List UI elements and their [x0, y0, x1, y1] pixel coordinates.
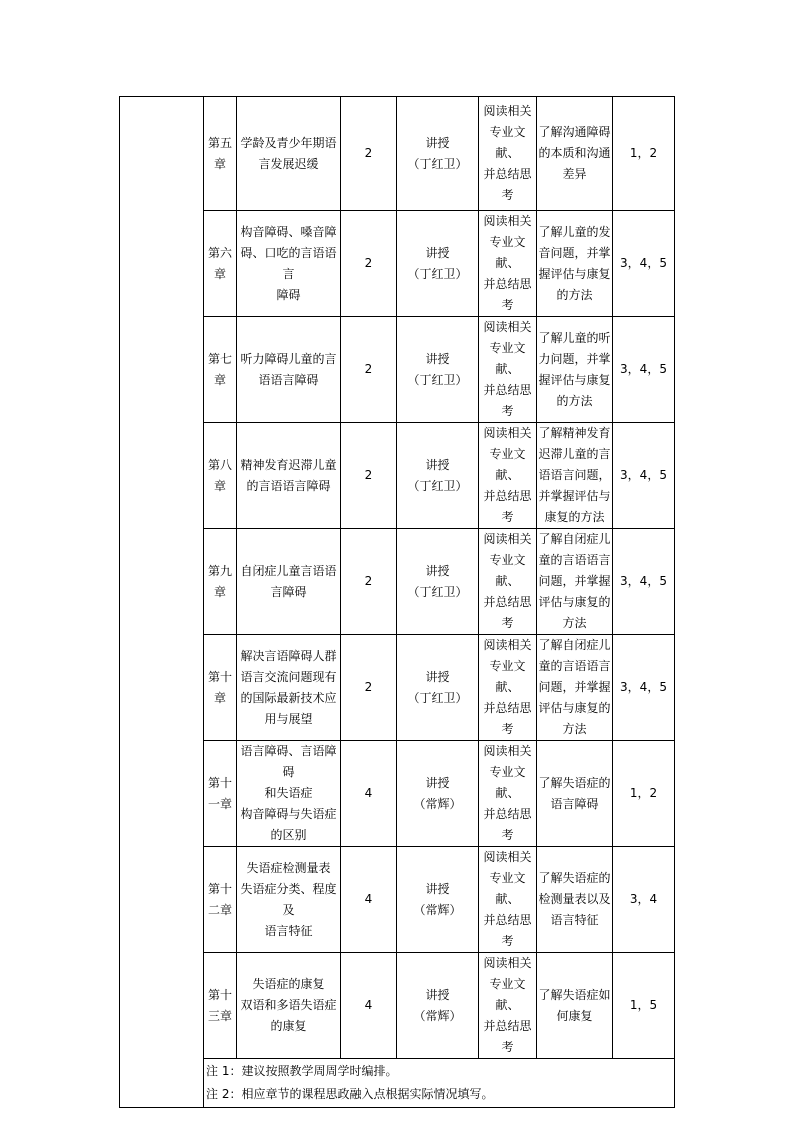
course-objectives-cell [613, 317, 675, 423]
cell-line: 考 [501, 510, 514, 524]
hours-cell [341, 211, 397, 317]
teaching-method-cell [397, 953, 479, 1059]
chapter-cell [204, 211, 237, 317]
cell-line: 握评估与康复 [538, 372, 611, 387]
cell-line: 障碍 [276, 287, 301, 302]
cell-line: 并总结思 [483, 701, 532, 715]
course-objectives-cell [613, 423, 675, 529]
cell-line: （丁红卫） [407, 478, 468, 493]
cell-line: 考 [501, 934, 514, 948]
cell-line: 语言特征 [264, 923, 313, 938]
cell-line: 语言特征 [550, 913, 599, 927]
note-row [120, 1084, 675, 1108]
cell-line: 3，4，5 [620, 256, 667, 270]
cell-line: 自闭症儿童言语语 [240, 563, 337, 578]
cell-line: 语言障碍 [550, 796, 599, 811]
course-objectives-cell [613, 529, 675, 635]
teaching-method-cell [397, 423, 479, 529]
chapter-cell [204, 847, 237, 953]
cell-line: 专业文献、 [489, 447, 526, 482]
chapter-title-cell [237, 741, 341, 847]
cell-line: 言障碍 [270, 584, 307, 599]
cell-line: 第十 [207, 881, 232, 896]
cell-line: 讲授 [425, 245, 450, 260]
chapter-cell [204, 317, 237, 423]
cell-line: 的区别 [270, 828, 307, 842]
cell-line: 的言语语言障碍 [246, 478, 331, 493]
hours-cell [341, 847, 397, 953]
cell-line: 第七 [207, 351, 232, 366]
cell-line: 1，2 [629, 146, 658, 160]
cell-line: 讲授 [425, 457, 450, 472]
cell-line: 章 [213, 584, 226, 599]
cell-line: 并总结思 [483, 383, 532, 397]
cell-line: 考 [501, 828, 514, 842]
cell-line: 三章 [207, 1008, 232, 1023]
hours-cell [341, 741, 397, 847]
cell-line: 章 [213, 478, 226, 493]
left-merged-cell [120, 97, 204, 1108]
cell-line: （丁红卫） [407, 690, 468, 705]
learning-goal-cell [537, 317, 613, 423]
cell-line: 的本质和沟通 [538, 146, 611, 160]
cell-line: 力问题，并掌 [538, 351, 611, 366]
course-objectives-cell [613, 847, 675, 953]
cell-line: 失语症检测量表 [246, 860, 331, 875]
table-row [120, 97, 675, 211]
cell-line: 阅读相关 [483, 320, 532, 334]
chapter-cell [204, 423, 237, 529]
cell-line: 的方法 [556, 393, 593, 408]
cell-line: 音问题，并掌 [538, 245, 611, 260]
cell-line: 检测量表以及 [538, 892, 611, 906]
cell-line: 了解自闭症儿 [538, 532, 611, 546]
cell-line: 阅读相关 [483, 744, 532, 758]
cell-line: （丁红卫） [407, 372, 468, 387]
cell-line: 1，2 [629, 786, 658, 800]
course-schedule-table [119, 96, 675, 1108]
cell-line: 3，4，5 [620, 680, 667, 694]
teaching-method-cell [397, 847, 479, 953]
chapter-title-cell [237, 953, 341, 1059]
cell-line: 差异 [562, 167, 587, 181]
cell-line: 碍、口吃的言语语言 [240, 245, 337, 281]
cell-line: 专业文献、 [489, 765, 526, 800]
cell-line: 第九 [207, 563, 232, 578]
assignment-cell [479, 847, 537, 953]
cell-line: 第五 [207, 135, 232, 150]
cell-line: 考 [501, 722, 514, 736]
cell-line: 4 [364, 892, 373, 906]
cell-line: 阅读相关 [483, 532, 532, 546]
chapter-title-cell [237, 317, 341, 423]
cell-line: 阅读相关 [483, 638, 532, 652]
cell-line: 2 [364, 146, 373, 160]
cell-line: 讲授 [425, 881, 450, 896]
chapter-cell [204, 97, 237, 211]
cell-line: 构音障碍、嗓音障 [240, 224, 337, 239]
cell-line: 3，4 [629, 892, 658, 906]
cell-line: （常辉） [413, 796, 462, 811]
cell-line: 考 [501, 298, 514, 312]
chapter-cell [204, 953, 237, 1059]
cell-line: 并掌握评估与 [538, 489, 611, 503]
cell-line: 专业文献、 [489, 977, 526, 1012]
table-row [120, 741, 675, 847]
cell-line: 评估与康复的 [538, 701, 611, 715]
cell-line: 失语症分类、程度及 [240, 881, 337, 917]
cell-line: 康复的方法 [544, 510, 605, 524]
table-row [120, 847, 675, 953]
cell-line: 童的言语语言 [538, 553, 611, 567]
cell-line: 精神发育迟滞儿童 [240, 457, 337, 472]
cell-line: 专业文献、 [489, 235, 526, 270]
cell-line: 4 [364, 998, 373, 1012]
cell-line: 2 [364, 680, 373, 694]
cell-line: 了解沟通障碍 [538, 125, 611, 139]
learning-goal-cell [537, 635, 613, 741]
cell-line: （常辉） [413, 902, 462, 917]
chapter-title-cell [237, 423, 341, 529]
teaching-method-cell [397, 635, 479, 741]
assignment-cell [479, 423, 537, 529]
cell-line: 了解失语症的 [538, 775, 611, 790]
cell-line: 语言障碍、言语障碍 [240, 744, 337, 779]
cell-line: 和失语症 [264, 786, 313, 800]
cell-line: 3，4，5 [620, 468, 667, 482]
cell-line: 考 [501, 188, 514, 202]
table-row [120, 635, 675, 741]
cell-line: （丁红卫） [407, 584, 468, 599]
assignment-cell [479, 317, 537, 423]
cell-line: 考 [501, 616, 514, 630]
cell-line: 二章 [207, 902, 232, 917]
teaching-method-cell [397, 529, 479, 635]
cell-line: 讲授 [425, 775, 450, 790]
hours-cell [341, 97, 397, 211]
cell-line: 阅读相关 [483, 104, 532, 118]
chapter-title-cell [237, 97, 341, 211]
assignment-cell [479, 529, 537, 635]
cell-line: 听力障碍儿童的言 [240, 351, 337, 366]
table-row [120, 953, 675, 1059]
cell-line: 语语言问题， [538, 468, 611, 482]
chapter-title-cell [237, 211, 341, 317]
assignment-cell [479, 635, 537, 741]
course-objectives-cell [613, 211, 675, 317]
note-1: 注 1：建议按照教学周周学时编排。 [204, 1059, 675, 1085]
table-row [120, 423, 675, 529]
cell-line: 并总结思 [483, 595, 532, 609]
cell-line: 章 [213, 266, 226, 281]
cell-line: 考 [501, 1040, 514, 1054]
cell-line: 2 [364, 362, 373, 376]
cell-line: 2 [364, 256, 373, 270]
learning-goal-cell [537, 529, 613, 635]
cell-line: 第六 [207, 245, 232, 260]
cell-line: 何康复 [556, 1008, 593, 1023]
cell-line: （丁红卫） [407, 156, 468, 171]
learning-goal-cell [537, 741, 613, 847]
learning-goal-cell [537, 953, 613, 1059]
cell-line: 专业文献、 [489, 125, 526, 160]
assignment-cell [479, 741, 537, 847]
cell-line: 讲授 [425, 987, 450, 1002]
cell-line: 并总结思 [483, 489, 532, 503]
assignment-cell [479, 97, 537, 211]
cell-line: 并总结思 [483, 167, 532, 181]
cell-line: 章 [213, 156, 226, 171]
cell-line: 并总结思 [483, 913, 532, 927]
chapter-cell [204, 635, 237, 741]
cell-line: 章 [213, 690, 226, 705]
chapter-title-cell [237, 847, 341, 953]
cell-line: 迟滞儿童的言 [538, 447, 611, 461]
assignment-cell [479, 211, 537, 317]
hours-cell [341, 953, 397, 1059]
cell-line: 并总结思 [483, 1019, 532, 1033]
cell-line: 阅读相关 [483, 956, 532, 970]
cell-line: 双语和多语失语症 [240, 998, 337, 1012]
cell-line: 并总结思 [483, 807, 532, 821]
cell-line: 评估与康复的 [538, 595, 611, 609]
note-2: 注 2：相应章节的课程思政融入点根据实际情况填写。 [204, 1084, 675, 1108]
hours-cell [341, 529, 397, 635]
chapter-cell [204, 529, 237, 635]
cell-line: 了解失语症如 [538, 987, 611, 1002]
cell-line: 阅读相关 [483, 850, 532, 864]
cell-line: 专业文献、 [489, 659, 526, 694]
cell-line: 专业文献、 [489, 553, 526, 588]
course-objectives-cell [613, 953, 675, 1059]
cell-line: 2 [364, 574, 373, 588]
cell-line: 2 [364, 468, 373, 482]
table-row [120, 317, 675, 423]
cell-line: 阅读相关 [483, 426, 532, 440]
cell-line: 的康复 [270, 1019, 307, 1033]
table-row [120, 211, 675, 317]
table-row [120, 529, 675, 635]
cell-line: 的国际最新技术应 [240, 690, 337, 705]
cell-line: 了解儿童的听 [538, 330, 611, 345]
learning-goal-cell [537, 97, 613, 211]
cell-line: 并总结思 [483, 277, 532, 291]
cell-line: 第十 [207, 987, 232, 1002]
cell-line: 语言交流问题现有 [240, 669, 337, 684]
cell-line: （常辉） [413, 1008, 462, 1023]
learning-goal-cell [537, 847, 613, 953]
course-objectives-cell [613, 97, 675, 211]
learning-goal-cell [537, 211, 613, 317]
cell-line: 讲授 [425, 563, 450, 578]
cell-line: 第八 [207, 457, 232, 472]
cell-line: 讲授 [425, 669, 450, 684]
cell-line: 考 [501, 404, 514, 418]
cell-line: 问题，并掌握 [538, 680, 611, 694]
cell-line: 了解自闭症儿 [538, 638, 611, 652]
cell-line: 握评估与康复 [538, 266, 611, 281]
assignment-cell [479, 953, 537, 1059]
cell-line: 了解精神发育 [538, 426, 611, 440]
cell-line: 阅读相关 [483, 214, 532, 228]
chapter-cell [204, 741, 237, 847]
cell-line: 问题，并掌握 [538, 574, 611, 588]
cell-line: 4 [364, 786, 373, 800]
teaching-method-cell [397, 97, 479, 211]
cell-line: 第十 [207, 669, 232, 684]
cell-line: 构音障碍与失语症 [240, 807, 337, 821]
cell-line: 3，4，5 [620, 574, 667, 588]
hours-cell [341, 635, 397, 741]
cell-line: 讲授 [425, 351, 450, 366]
chapter-title-cell [237, 529, 341, 635]
cell-line: （丁红卫） [407, 266, 468, 281]
cell-line: 专业文献、 [489, 871, 526, 906]
cell-line: 方法 [562, 616, 587, 630]
cell-line: 了解儿童的发 [538, 224, 611, 239]
course-objectives-cell [613, 741, 675, 847]
hours-cell [341, 317, 397, 423]
cell-line: 方法 [562, 722, 587, 736]
teaching-method-cell [397, 317, 479, 423]
cell-line: 言发展迟缓 [258, 156, 319, 171]
note-row [120, 1059, 675, 1085]
teaching-method-cell [397, 211, 479, 317]
chapter-title-cell [237, 635, 341, 741]
cell-line: 讲授 [425, 135, 450, 150]
cell-line: 了解失语症的 [538, 871, 611, 885]
cell-line: 童的言语语言 [538, 659, 611, 673]
cell-line: 用与展望 [264, 711, 313, 726]
learning-goal-cell [537, 423, 613, 529]
cell-line: 第十 [207, 775, 232, 790]
cell-line: 一章 [207, 796, 232, 811]
cell-line: 专业文献、 [489, 341, 526, 376]
cell-line: 的方法 [556, 287, 593, 302]
cell-line: 语语言障碍 [258, 372, 319, 387]
hours-cell [341, 423, 397, 529]
cell-line: 失语症的康复 [252, 977, 325, 991]
cell-line: 解决言语障碍人群 [240, 648, 337, 663]
cell-line: 章 [213, 372, 226, 387]
cell-line: 3，4，5 [620, 362, 667, 376]
cell-line: 学龄及青少年期语 [240, 135, 337, 150]
course-objectives-cell [613, 635, 675, 741]
teaching-method-cell [397, 741, 479, 847]
cell-line: 1，5 [629, 998, 658, 1012]
